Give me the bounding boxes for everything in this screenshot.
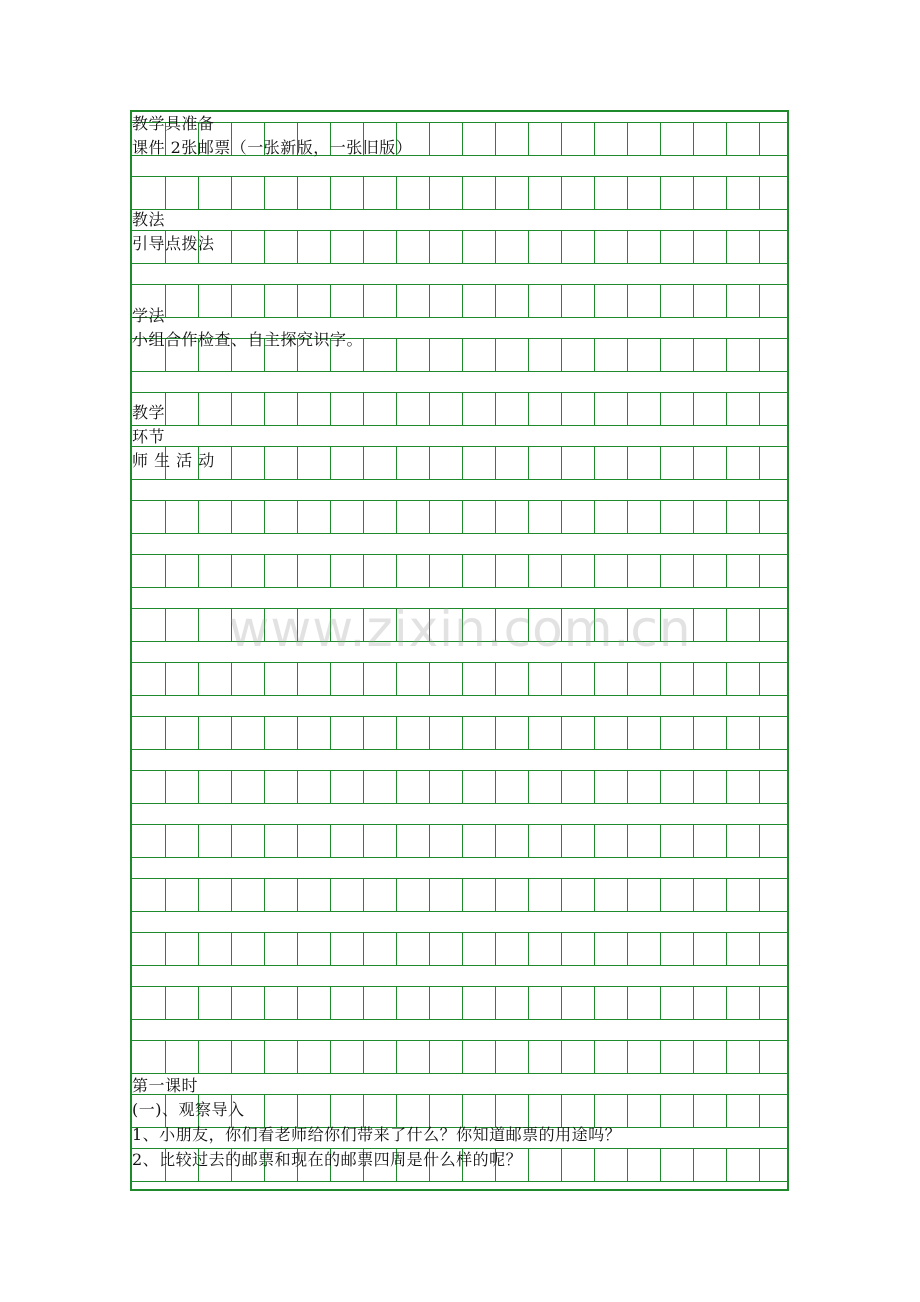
tian-grid-lines bbox=[132, 112, 787, 1189]
learning-text: 小组合作检查、自主探究识字。 bbox=[132, 330, 364, 349]
learning-heading: 学法 bbox=[132, 306, 166, 325]
method-text: 引导点拨法 bbox=[132, 234, 215, 253]
watermark: www.zixin.com.cn bbox=[228, 600, 692, 658]
teaching-heading-line1: 教学 bbox=[132, 403, 166, 422]
teaching-heading-line2: 环节 bbox=[132, 427, 166, 446]
writing-grid-sheet bbox=[130, 110, 789, 1191]
materials-heading: 教学具准备 bbox=[132, 114, 215, 133]
method-heading: 教法 bbox=[132, 210, 166, 229]
part-title: (一)、观察导入 bbox=[132, 1100, 245, 1119]
question-one: 1、小朋友，你们看老师给你们带来了什么？你知道邮票的用途吗？ bbox=[132, 1125, 622, 1144]
activities-heading: 师 生 活 动 bbox=[132, 451, 215, 470]
materials-text: 课件 2张邮票（一张新版，一张旧版） bbox=[132, 138, 413, 157]
question-two: 2、比较过去的邮票和现在的邮票四周是什么样的呢？ bbox=[132, 1150, 523, 1169]
lesson-title: 第一课时 bbox=[132, 1076, 199, 1095]
